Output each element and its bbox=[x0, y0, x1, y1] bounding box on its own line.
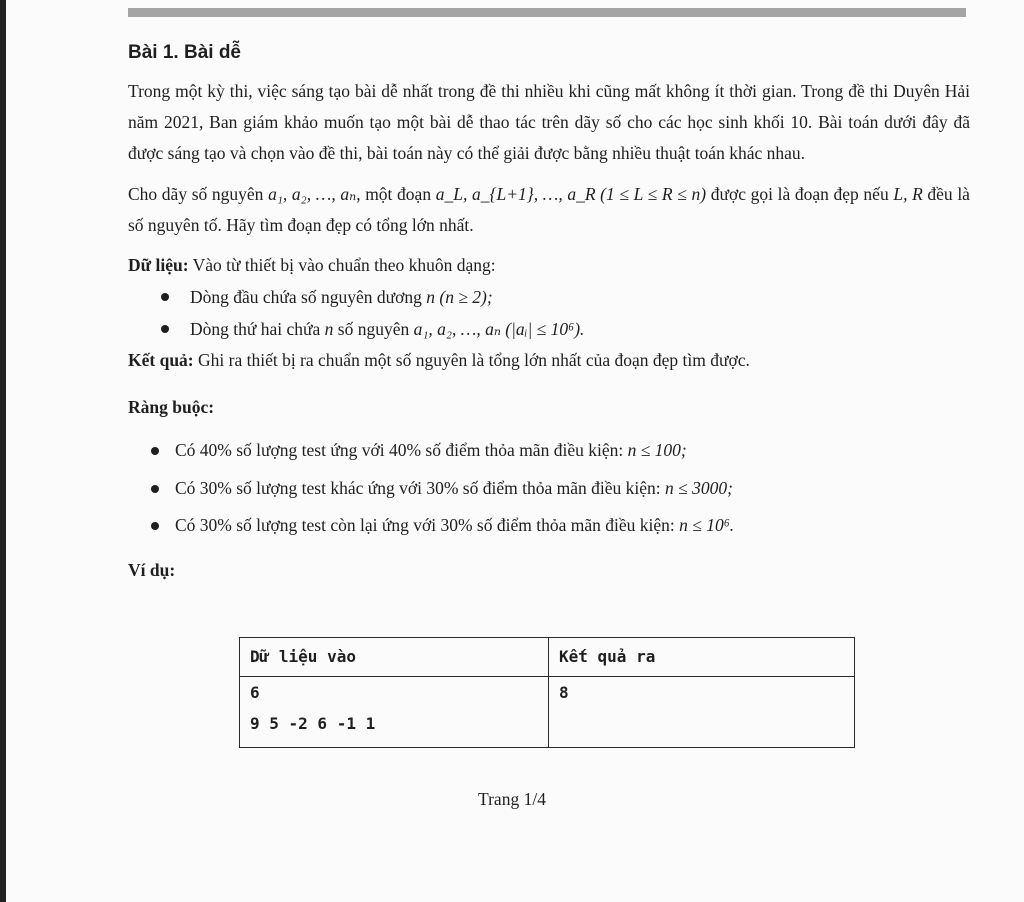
example-output-cell bbox=[549, 677, 855, 748]
statement-text-1: Cho dãy số nguyên bbox=[128, 184, 269, 204]
segment-math: a_L, a_{L+1}, …, a_R bbox=[435, 184, 596, 204]
input-format-item: Dòng thứ hai chứa n số nguyên a₁, a₂, …, aₙ (|aᵢ| ≤ 10⁶). bbox=[128, 313, 970, 345]
page-number: Trang 1/4 bbox=[478, 789, 546, 809]
condition-math: (1 ≤ L ≤ R ≤ n) bbox=[600, 184, 707, 204]
example-table bbox=[239, 637, 855, 748]
output-label: Kết quả: bbox=[128, 350, 194, 370]
left-border bbox=[0, 0, 6, 902]
constraints-heading: Ràng buộc: bbox=[128, 397, 215, 417]
example-heading: Ví dụ: bbox=[128, 559, 176, 580]
table-header-row bbox=[240, 638, 855, 677]
input-format-list bbox=[128, 281, 970, 345]
input-line: 6 bbox=[250, 683, 260, 702]
constraints-list bbox=[128, 432, 970, 545]
constraint-item: Có 30% số lượng test còn lại ứng với 30% số điểm thỏa mãn điều kiện: n ≤ 10⁶. bbox=[128, 507, 970, 545]
output-heading bbox=[128, 345, 970, 376]
problem-title: Bài 1. Bài dễ bbox=[128, 42, 241, 63]
intro-paragraph: Trong một kỳ thi, việc sáng tạo bài dễ nhất trong đề thi nhiều khi cũng mất không ít thời gian. Trong đề thi Duyên Hải năm 2021, Ban giám khảo muốn tạo một bài dễ thao tác trên dãy số cho các học sinh khối 10. Bài toán dưới đây đã được sáng tạo và chọn vào đề thi, bài toán này có thể giải được bằng nhiều thuật toán khác nhau. bbox=[128, 81, 970, 163]
output-desc: Ghi ra thiết bị ra chuẩn một số nguyên là tổng lớn nhất của đoạn đẹp tìm được. bbox=[193, 350, 750, 370]
output-line: 8 bbox=[559, 683, 569, 702]
header-output: Kết quả ra bbox=[549, 638, 855, 677]
example-input-cell bbox=[240, 677, 549, 748]
statement-text-3: được gọi là đoạn đẹp nếu bbox=[706, 184, 894, 204]
statement-paragraph bbox=[128, 179, 970, 241]
input-desc: Vào từ thiết bị vào chuẩn theo khuôn dạng: bbox=[188, 255, 496, 275]
input-heading bbox=[128, 250, 970, 281]
input-line: 9 5 -2 6 -1 1 bbox=[250, 714, 376, 733]
top-rule bbox=[128, 8, 966, 17]
constraint-item: Có 30% số lượng test khác ứng với 30% số điểm thỏa mãn điều kiện: n ≤ 3000; bbox=[128, 470, 970, 508]
header-input: Dữ liệu vào bbox=[240, 638, 549, 677]
table-row bbox=[240, 677, 855, 748]
sequence-math: a₁, a₂, …, aₙ bbox=[268, 184, 357, 204]
document-page bbox=[128, 40, 970, 586]
vars-math: L, R bbox=[893, 184, 923, 204]
constraint-item: Có 40% số lượng test ứng với 40% số điểm thỏa mãn điều kiện: n ≤ 100; bbox=[128, 432, 970, 470]
input-format-item: Dòng đầu chứa số nguyên dương n (n ≥ 2); bbox=[128, 281, 970, 313]
input-label: Dữ liệu: bbox=[128, 255, 189, 275]
statement-text-4: đều là số nguyên tố. Hãy tìm đoạn đẹp có tổng lớn nhất. bbox=[128, 184, 970, 235]
statement-text-2: , một đoạn bbox=[356, 184, 436, 204]
